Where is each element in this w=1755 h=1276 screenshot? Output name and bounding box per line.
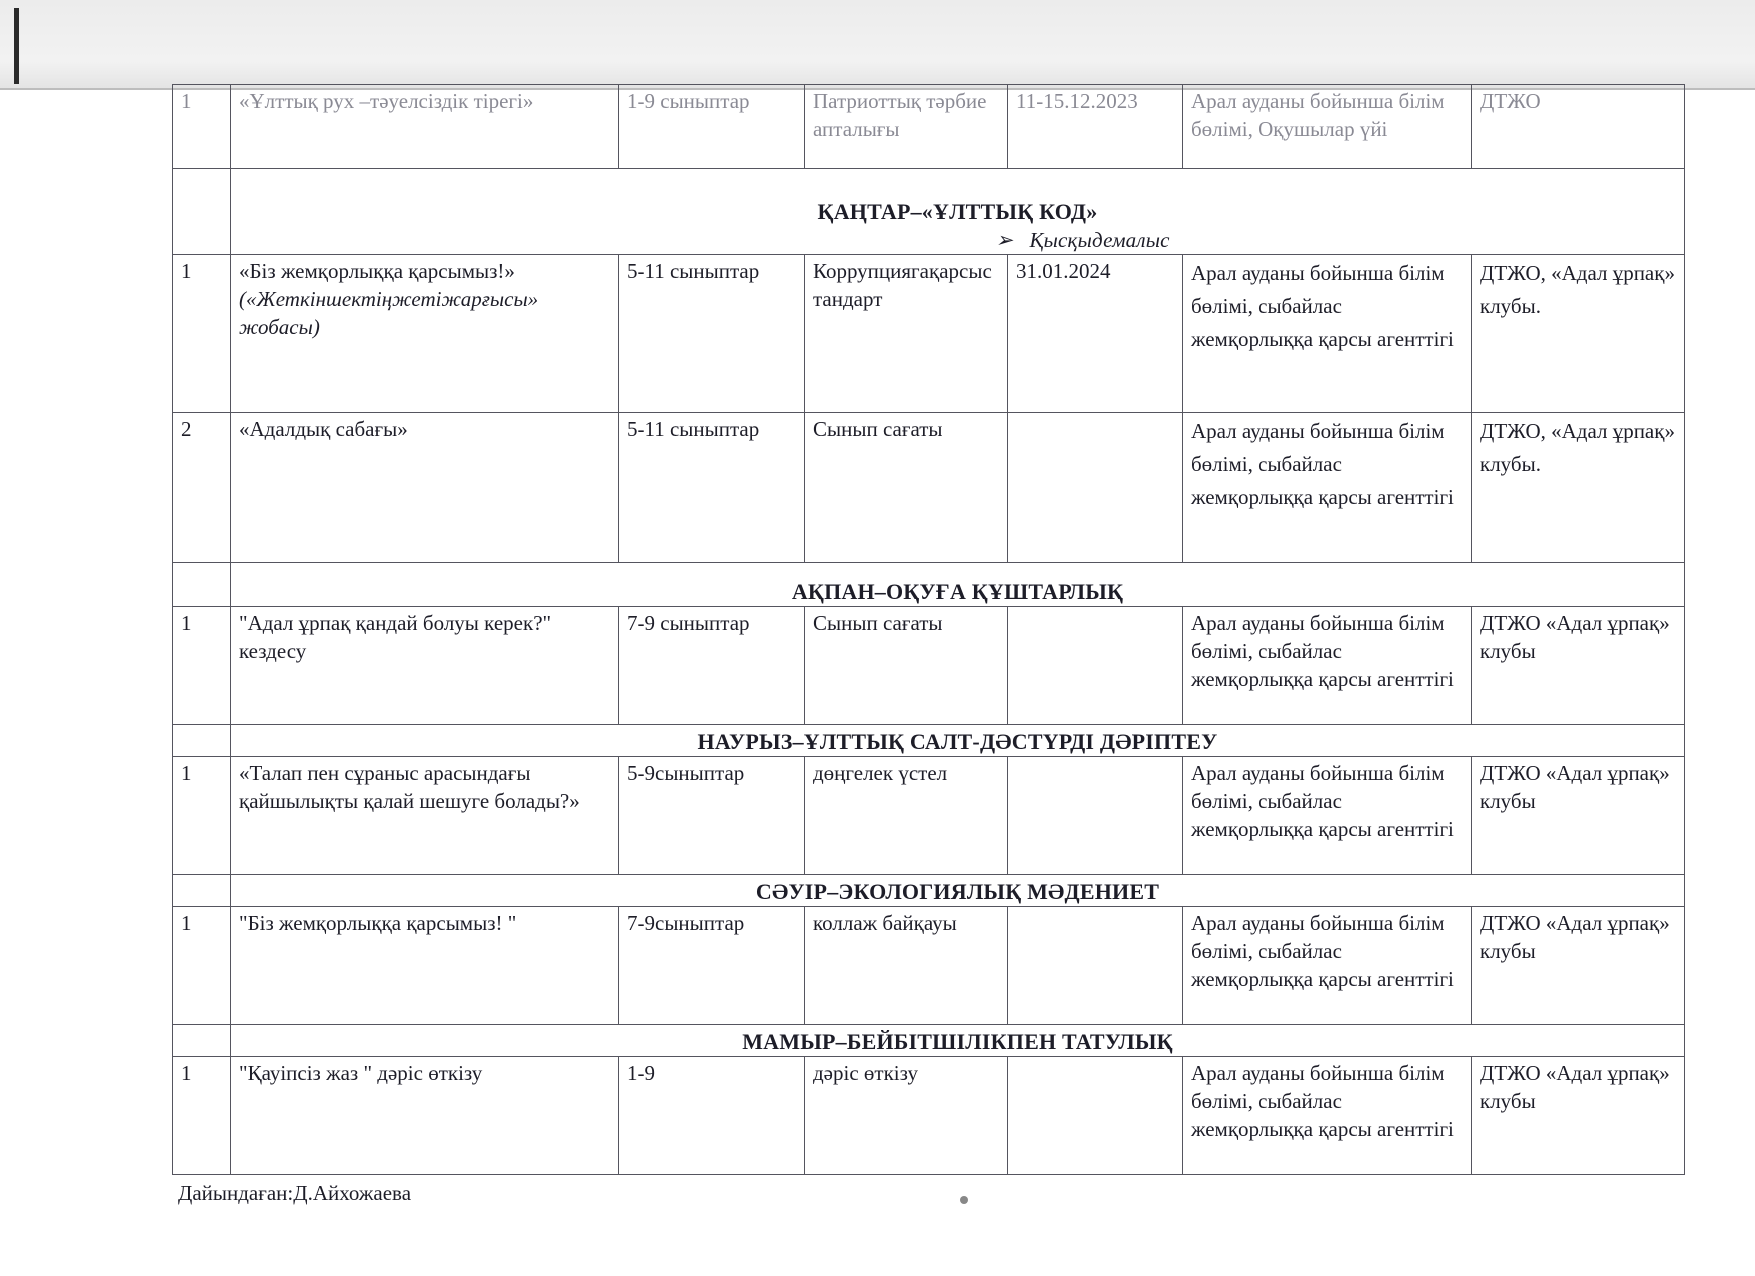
event-partners: Арал ауданы бойынша білім бөлімі, сыбайлас жемқорлыққа қарсы агенттігі [1183,255,1472,413]
event-classes: 1-9 сыныптар [619,85,805,169]
table-row [173,255,1685,413]
event-responsible: ДТЖО «Адал ұрпақ» клубы [1472,607,1685,725]
event-name: "Біз жемқорлыққа қарсымыз! " [231,907,619,1025]
row-number: 1 [173,1057,231,1175]
scan-edge-mark [14,8,19,84]
table-row [173,757,1685,875]
event-partners: Арал ауданы бойынша білім бөлімі, Оқушылар үйі [1183,85,1472,169]
event-form: Сынып сағаты [805,413,1008,563]
event-classes: 5-9сыныптар [619,757,805,875]
event-name: "Адал ұрпақ қандай болуы керек?" кездесу [231,607,619,725]
event-date [1008,1057,1183,1175]
event-responsible: ДТЖО, «Адал ұрпақ» клубы. [1472,413,1685,563]
event-partners: Арал ауданы бойынша білім бөлімі, сыбайлас жемқорлыққа қарсы агенттігі [1183,757,1472,875]
event-note: («Жеткіншектіңжетіжарғысы» жобасы) [239,287,539,339]
section-title: ҚАҢТАР–«ҰЛТТЫҚ КОД» [817,199,1098,224]
section-blank-cell [173,563,231,607]
plan-table [172,84,1685,1175]
prepared-by: Дайындаған:Д.Айхожаева [178,1181,412,1205]
event-classes: 7-9 сыныптар [619,607,805,725]
row-number: 1 [173,907,231,1025]
section-title: НАУРЫЗ–ҰЛТТЫҚ САЛТ-ДӘСТҮРДІ ДӘРІПТЕУ [231,725,1685,757]
event-date [1008,907,1183,1025]
table-row [173,907,1685,1025]
section-row [173,563,1685,607]
event-responsible: ДТЖО [1472,85,1685,169]
event-responsible: ДТЖО «Адал ұрпақ» клубы [1472,1057,1685,1175]
section-title: МАМЫР–БЕЙБІТШІЛІКПЕН ТАТУЛЫҚ [231,1025,1685,1057]
event-name: «Талап пен сұраныс арасындағы қайшылықты қалай шешуге болады?» [231,757,619,875]
bullet-arrow-icon: ➢ [995,228,1014,252]
event-partners: Арал ауданы бойынша білім бөлімі, сыбайлас жемқорлыққа қарсы агенттігі [1183,907,1472,1025]
table-row [173,413,1685,563]
row-number: 1 [173,757,231,875]
event-classes: 5-11 сыныптар [619,413,805,563]
section-subtitle-line [489,226,1676,254]
section-title: СӘУІР–ЭКОЛОГИЯЛЫҚ МӘДЕНИЕТ [231,875,1685,907]
section-title: АҚПАН–ОҚУҒА ҚҰШТАРЛЫҚ [231,563,1685,607]
event-responsible: ДТЖО «Адал ұрпақ» клубы [1472,757,1685,875]
event-name: «Біз жемқорлыққа қарсымыз!» [239,259,515,283]
event-name: «Адалдық сабағы» [231,413,619,563]
event-form: дөңгелек үстел [805,757,1008,875]
event-classes: 1-9 [619,1057,805,1175]
section-blank-cell [173,725,231,757]
table-row [173,85,1685,169]
event-form: дәріс өткізу [805,1057,1008,1175]
section-blank-cell [173,169,231,255]
event-date [1008,413,1183,563]
section-row [173,875,1685,907]
row-number: 1 [173,255,231,413]
section-subtitle: Қысқыдемалыс [1029,228,1170,252]
row-number: 1 [173,607,231,725]
event-name: "Қауіпсіз жаз " дәріс өткізу [231,1057,619,1175]
scan-top-margin [0,0,1755,90]
event-form: коллаж байқауы [805,907,1008,1025]
section-blank-cell [173,1025,231,1057]
row-number: 1 [173,85,231,169]
event-name-cell [231,255,619,413]
event-form: Патриоттық тәрбие апталығы [805,85,1008,169]
event-partners: Арал ауданы бойынша білім бөлімі, сыбайлас жемқорлыққа қарсы агенттігі [1183,413,1472,563]
section-row [173,1025,1685,1057]
table-row [173,1057,1685,1175]
section-row [173,725,1685,757]
event-date [1008,757,1183,875]
event-name: «Ұлттық рух –тәуелсіздік тірегі» [231,85,619,169]
scan-dot-mark [960,1196,968,1204]
event-classes: 5-11 сыныптар [619,255,805,413]
event-partners: Арал ауданы бойынша білім бөлімі, сыбайлас жемқорлыққа қарсы агенттігі [1183,1057,1472,1175]
event-date: 11-15.12.2023 [1008,85,1183,169]
section-blank-cell [173,875,231,907]
row-number: 2 [173,413,231,563]
event-form: Сынып сағаты [805,607,1008,725]
event-responsible: ДТЖО, «Адал ұрпақ» клубы. [1472,255,1685,413]
event-form: Коррупциягақарсыстандарт [805,255,1008,413]
event-partners: Арал ауданы бойынша білім бөлімі, сыбайлас жемқорлыққа қарсы агенттігі [1183,607,1472,725]
event-date [1008,607,1183,725]
event-date: 31.01.2024 [1008,255,1183,413]
event-responsible: ДТЖО «Адал ұрпақ» клубы [1472,907,1685,1025]
section-row [173,169,1685,255]
section-title-cell [231,169,1685,255]
event-classes: 7-9сыныптар [619,907,805,1025]
table-row [173,607,1685,725]
